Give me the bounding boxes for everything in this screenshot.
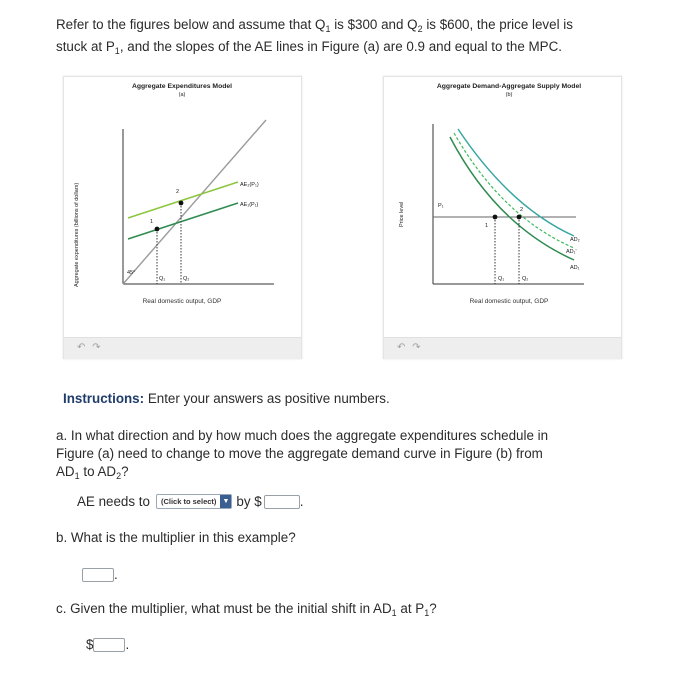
ae-suffix: . — [299, 494, 304, 509]
q1-tick-label: Q₁ — [159, 276, 166, 282]
intro-sub: 1 — [114, 46, 120, 56]
question-a-sub: 1 — [74, 471, 80, 481]
multiplier-suffix: . — [114, 567, 118, 582]
intro-text: is $300 and Q — [330, 17, 418, 32]
figure-a-panel — [63, 76, 302, 359]
direction-select[interactable] — [156, 494, 232, 509]
currency-symbol: $ — [86, 637, 94, 652]
equilibrium-point-1 — [155, 227, 160, 232]
question-c-sub: 1 — [424, 608, 430, 618]
question-a-text: ? — [121, 464, 129, 479]
undo-redo-icons[interactable]: ↶ ↷ — [77, 342, 103, 353]
initial-shift-suffix: . — [125, 637, 130, 652]
figure-b-y-label: Price level — [399, 201, 405, 227]
instructions-label: Instructions: — [63, 391, 145, 406]
ae-answer-row — [77, 494, 303, 509]
question-a-sub: 2 — [116, 471, 122, 481]
point-2-label: 2 — [176, 189, 180, 195]
ae1-label: AE₁(P₁) — [240, 202, 259, 208]
figure-a-toolbar — [64, 337, 301, 359]
question-c — [56, 600, 437, 622]
ad1-prime-label: AD₁' — [566, 249, 577, 255]
intro-text: Refer to the figures below and assume that Q — [56, 17, 326, 32]
question-b-text: b. What is the multiplier in this example? — [56, 530, 296, 545]
intro-sub: 2 — [417, 24, 423, 34]
question-a-text: to AD — [79, 464, 117, 479]
initial-shift-answer-row — [86, 636, 129, 654]
figure-a-title: Aggregate Expenditures Model — [131, 83, 233, 90]
point-1-label: 1 — [150, 219, 154, 225]
question-a-text: a. In what direction and by how much does the aggregate expenditures schedule in Figure (a) need to change to move the aggregate demand curve in Figure (b) from AD — [56, 428, 549, 479]
question-c-text: at P — [396, 601, 425, 616]
figure-a-x-label: Real domestic output, GDP — [142, 298, 222, 305]
figure-b-panel — [383, 76, 622, 359]
multiplier-input[interactable] — [82, 568, 114, 582]
figure-b-graph — [384, 77, 621, 337]
point-2-label: 2 — [520, 207, 524, 213]
ae2-line — [128, 182, 238, 218]
ad1-prime-curve — [454, 133, 574, 248]
question-c-text: ? — [429, 601, 437, 616]
intro-text: , and the slopes of the AE lines in Figure (a) are 0.9 and equal to the MPC. — [119, 39, 562, 54]
problem-intro — [56, 16, 576, 60]
direction-select-label: (Click to select) — [160, 497, 217, 506]
ae-prefix: AE needs to — [77, 494, 150, 509]
ad1-label: AD₁ — [570, 265, 580, 271]
chevron-down-icon: ▼ — [220, 495, 231, 508]
undo-redo-icons[interactable]: ↶ ↷ — [397, 342, 423, 353]
q1-tick-label: Q₁ — [498, 276, 505, 282]
ae1-line — [128, 203, 238, 239]
equilibrium-point-2 — [179, 201, 184, 206]
ad-point-1 — [493, 215, 498, 220]
ae-amount-input[interactable] — [264, 495, 300, 509]
point-1-label: 1 — [485, 223, 489, 229]
figure-b-toolbar — [384, 337, 621, 359]
ad-point-2 — [517, 215, 522, 220]
figure-a-subtitle: (a) — [178, 92, 186, 98]
intro-text: is $600, the price level is stuck at P — [56, 17, 573, 54]
intro-sub: 1 — [325, 24, 331, 34]
figure-a-graph — [64, 77, 301, 337]
ad2-label: AD₂ — [570, 237, 580, 243]
figure-a-y-label: Aggregate expenditures (billions of dollars) — [74, 182, 80, 287]
p1-label: P₁ — [438, 203, 444, 209]
figure-b-x-label: Real domestic output, GDP — [469, 298, 549, 305]
question-c-text: c. Given the multiplier, what must be the initial shift in AD — [56, 601, 392, 616]
question-c-sub: 1 — [391, 608, 397, 618]
instructions-text: Enter your answers as positive numbers. — [144, 391, 390, 406]
by-label: by $ — [236, 494, 262, 509]
initial-shift-input[interactable] — [93, 638, 125, 652]
q2-tick-label: Q₂ — [522, 276, 529, 282]
figure-b-subtitle: (b) — [505, 92, 513, 98]
ad2-curve — [458, 129, 574, 236]
question-b — [56, 529, 296, 547]
q2-tick-label: Q₂ — [183, 276, 190, 282]
deg-label: 45° — [127, 270, 136, 276]
ae2-label: AE₂(P₁) — [240, 182, 259, 188]
figure-b-title: Aggregate Demand-Aggregate Supply Model — [436, 83, 582, 90]
question-a — [56, 427, 556, 485]
multiplier-answer-row — [82, 566, 118, 584]
instructions — [63, 391, 390, 406]
